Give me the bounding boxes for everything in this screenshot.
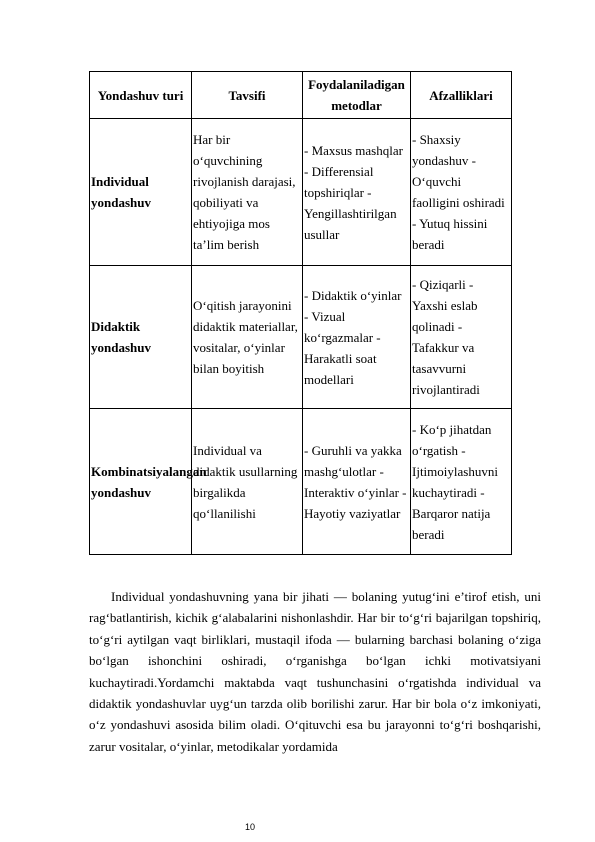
advantages-cell: - Shaxsiy yondashuv - O‘quvchi faolligini oshiradi - Yutuq hissini beradi — [411, 119, 512, 266]
table-row — [90, 409, 512, 555]
table-row — [90, 266, 512, 409]
advantages-cell: - Qiziqarli - Yaxshi eslab qolinadi - Tafakkur va tasavvurni rivojlantiradi — [411, 266, 512, 409]
page-number: 10 — [245, 822, 256, 832]
advantages-cell: - Ko‘p jihatdan o‘rgatish - Ijtimoiylashuvni kuchaytiradi - Barqaror natija beradi — [411, 409, 512, 555]
approaches-table — [89, 71, 512, 555]
description-cell: O‘qitish jarayonini didaktik materiallar, vositalar, o‘yinlar bilan boyitish — [192, 266, 303, 409]
table-row — [90, 119, 512, 266]
approach-type-cell: Kombinatsiyalangan yondashuv — [90, 409, 192, 555]
description-cell: Individual va didaktik usullarning birgalikda qo‘llanilishi — [192, 409, 303, 555]
methods-cell: - Maxsus mashqlar - Differensial topshiriqlar - Yengillashtirilgan usullar — [303, 119, 411, 266]
header-methods: Foydalaniladigan metodlar — [303, 72, 411, 119]
header-advantages: Afzalliklari — [411, 72, 512, 119]
header-description: Tavsifi — [192, 72, 303, 119]
methods-cell: - Didaktik o‘yinlar - Vizual ko‘rgazmalar - Harakatli soat modellari — [303, 266, 411, 409]
approach-type-cell: Individual yondashuv — [90, 119, 192, 266]
body-paragraph: Individual yondashuvning yana bir jihati — bolaning yutug‘ini e’tirof etish, uni rag‘batlantirish, kichik g‘alabalarini nishonlashdir. Har bir to‘g‘ri bajarilgan topshiriq, to‘g‘ri aytilgan vaqt birliklari, mustaqil ifoda — bularning barchasi bolaning o‘ziga bo‘lgan ishonchini oshiradi, o‘rganishga bo‘lgan ichki motivatsiyani kuchaytiradi.Yordamchi maktabda vaqt tushunchasini o‘rgatishda individual va didaktik yondashuvlar uyg‘un tarzda olib borilishi zarur. Har bir bola o‘z imkoniyati, o‘z yondashuvi asosida bilim oladi. O‘qituvchi esa bu jarayonni to‘g‘ri boshqarishi, zarur vositalar, o‘yinlar, metodikalar yordamida — [89, 589, 541, 754]
approach-type-cell: Didaktik yondashuv — [90, 266, 192, 409]
methods-cell: - Guruhli va yakka mashg‘ulotlar - Interaktiv o‘yinlar - Hayotiy vaziyatlar — [303, 409, 411, 555]
description-cell: Har bir o‘quvchining rivojlanish darajasi, qobiliyati va ehtiyojiga mos ta’lim berish — [192, 119, 303, 266]
header-approach-type: Yondashuv turi — [90, 72, 192, 119]
table-header-row — [90, 72, 512, 119]
